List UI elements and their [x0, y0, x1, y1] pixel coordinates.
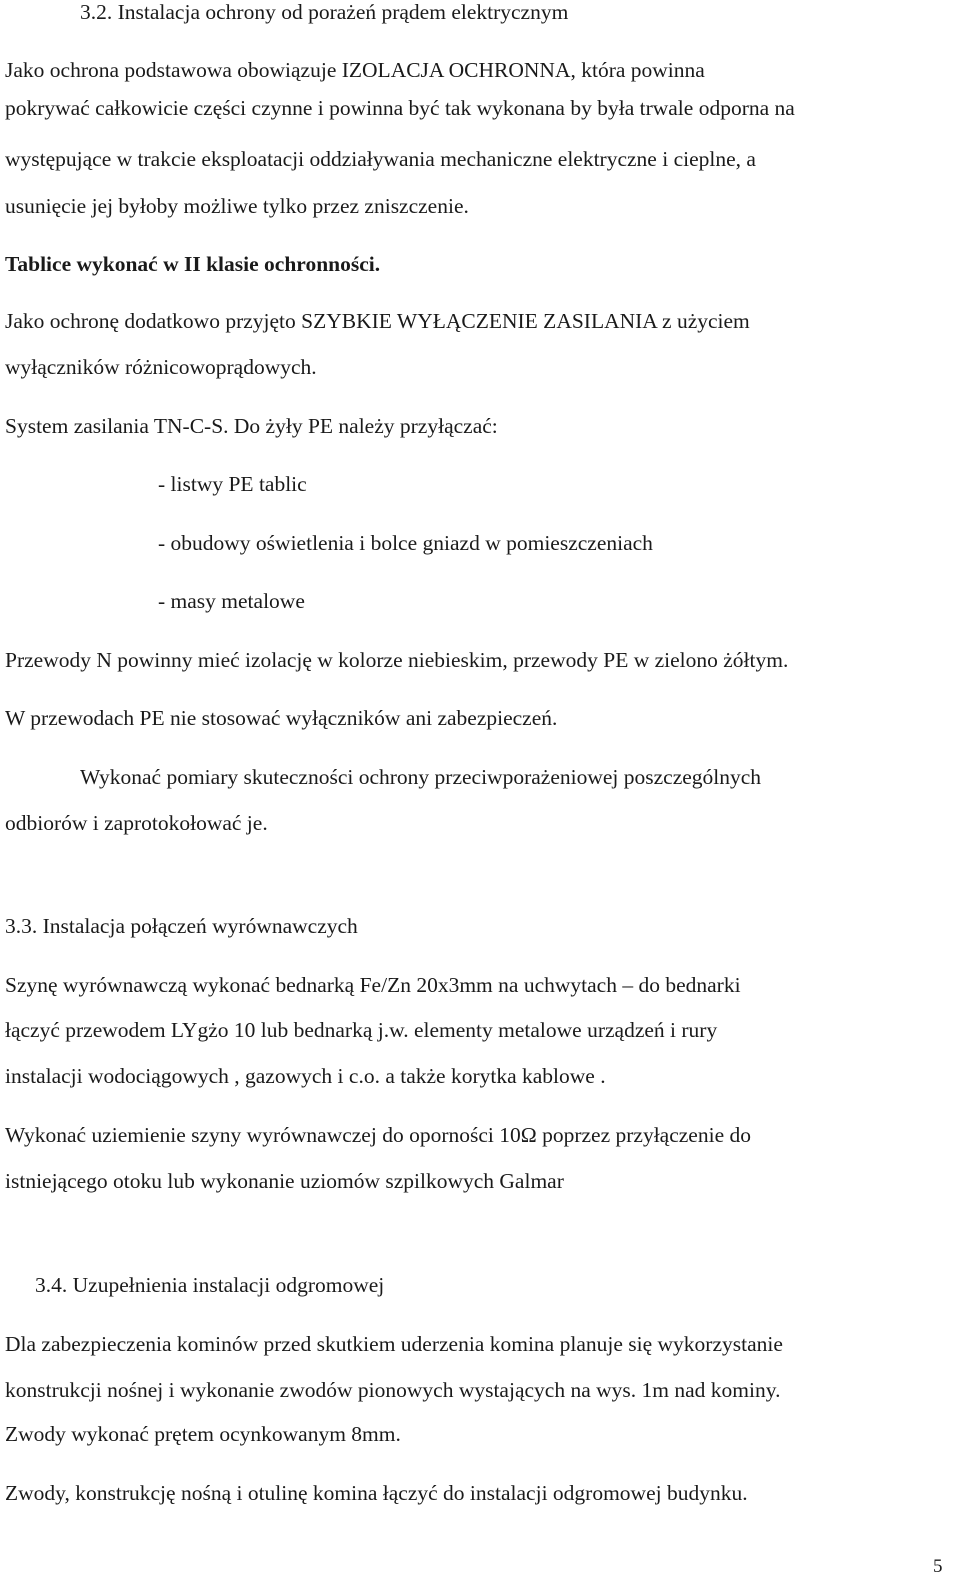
paragraph-line: Dla zabezpieczenia kominów przed skutkiem uderzenia komina planuje się wykorzystanie — [5, 1332, 783, 1356]
paragraph-line: Zwody, konstrukcję nośną i otulinę komina łączyć do instalacji odgromowej budynku. — [5, 1481, 748, 1505]
list-item: - obudowy oświetlenia i bolce gniazd w pomieszczeniach — [158, 531, 653, 555]
paragraph-line: Szynę wyrównawczą wykonać bednarką Fe/Zn 20x3mm na uchwytach – do bednarki — [5, 973, 741, 997]
paragraph-line: konstrukcji nośnej i wykonanie zwodów pionowych wystających na wys. 1m nad kominy. — [5, 1378, 781, 1402]
paragraph-line: Jako ochronę dodatkowo przyjęto SZYBKIE WYŁĄCZENIE ZASILANIA z użyciem — [5, 309, 750, 333]
paragraph-line: wyłączników różnicowoprądowych. — [5, 355, 317, 379]
paragraph-line: instalacji wodociągowych , gazowych i c.o. a także korytka kablowe . — [5, 1064, 606, 1088]
paragraph-line: Wykonać uziemienie szyny wyrównawczej do oporności 10Ω poprzez przyłączenie do — [5, 1123, 751, 1147]
paragraph-line: odbiorów i zaprotokołować je. — [5, 811, 268, 835]
paragraph-line: Przewody N powinny mieć izolację w kolorze niebieskim, przewody PE w zielono żółtym. — [5, 648, 789, 672]
section-heading-3-2: 3.2. Instalacja ochrony od porażeń prądem elektrycznym — [80, 0, 569, 24]
section-heading-3-3: 3.3. Instalacja połączeń wyrównawczych — [5, 914, 358, 938]
paragraph-line: W przewodach PE nie stosować wyłączników ani zabezpieczeń. — [5, 706, 558, 730]
paragraph-line: usunięcie jej byłoby możliwe tylko przez zniszczenie. — [5, 194, 469, 218]
paragraph-line: łączyć przewodem LYgżo 10 lub bednarką j.w. elementy metalowe urządzeń i rury — [5, 1018, 718, 1042]
paragraph-line: występujące w trakcie eksploatacji oddziaływania mechaniczne elektryczne i cieplne, a — [5, 147, 756, 171]
paragraph-line: Zwody wykonać prętem ocynkowanym 8mm. — [5, 1422, 401, 1446]
list-item: - listwy PE tablic — [158, 472, 307, 496]
paragraph-line: Jako ochrona podstawowa obowiązuje IZOLACJA OCHRONNA, która powinna — [5, 58, 705, 82]
section-heading-3-4: 3.4. Uzupełnienia instalacji odgromowej — [35, 1273, 385, 1297]
list-item: - masy metalowe — [158, 589, 305, 613]
paragraph-line: istniejącego otoku lub wykonanie uziomów szpilkowych Galmar — [5, 1169, 564, 1193]
page-number: 5 — [933, 1556, 943, 1577]
paragraph-line: pokrywać całkowicie części czynne i powinna być tak wykonana by była trwale odporna na — [5, 96, 795, 120]
bold-note: Tablice wykonać w II klasie ochronności. — [5, 252, 381, 276]
paragraph-line: System zasilania TN-C-S. Do żyły PE należy przyłączać: — [5, 414, 498, 438]
paragraph-line: Wykonać pomiary skuteczności ochrony przeciwporażeniowej poszczególnych — [80, 765, 762, 789]
